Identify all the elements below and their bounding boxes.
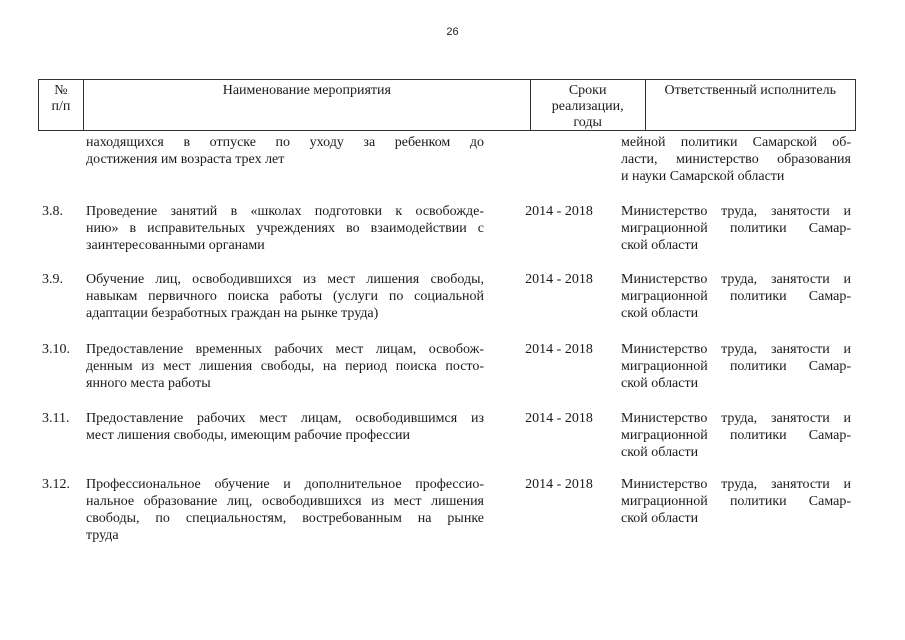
row-executor — [621, 410, 851, 461]
header-term-line-1: Сроки — [568, 83, 607, 98]
row-executor-line: миграционной политики Самар- — [621, 289, 851, 304]
row-executor-line: Министерство труда, занятости и — [621, 272, 851, 287]
continuation-executor-line: ласти, министерство образования — [621, 152, 851, 167]
row-name-line: Проведение занятий в «школах подготовки к освобожде- — [86, 204, 484, 219]
row-name-line: заинтересованными органами — [86, 238, 265, 253]
continuation-row — [38, 134, 856, 186]
header-number-label: № — [54, 83, 68, 98]
row-name-line: Предоставление временных рабочих мест лицам, освобож- — [86, 342, 484, 357]
row-executor-line: ской области — [621, 306, 699, 321]
row-name — [86, 203, 484, 254]
row-executor-line: миграционной политики Самар- — [621, 359, 851, 374]
row-executor-line: Министерство труда, занятости и — [621, 342, 851, 357]
row-name-line: Обучение лиц, освободившихся из мест лишения свободы, — [86, 272, 484, 287]
row-name-line: мест лишения свободы, имеющим рабочие профессии — [86, 428, 411, 443]
header-executor-label: Ответственный исполнитель — [664, 83, 836, 98]
row-executor — [621, 203, 851, 254]
row-term: 2014 - 2018 — [525, 272, 593, 287]
page-number: 26 — [446, 26, 459, 38]
row-executor-line: ской области — [621, 376, 699, 391]
row-name — [86, 410, 484, 444]
row-name-line: денным из мест лишения свободы, на период поиска посто- — [86, 359, 484, 374]
header-term-column — [531, 80, 646, 130]
row-executor-line: миграционной политики Самар- — [621, 494, 851, 509]
row-name-line: адаптации безработных граждан на рынке труда) — [86, 306, 379, 321]
header-number-sub-label: п/п — [51, 99, 71, 114]
continuation-name-line: достижения им возраста трех лет — [86, 152, 285, 167]
row-name-line: Предоставление рабочих мест лицам, освободившимся из — [86, 411, 484, 426]
header-executor-column — [646, 80, 855, 130]
continuation-executor-line: и науки Самарской области — [621, 169, 785, 184]
continuation-name — [86, 134, 484, 168]
row-number: 3.9. — [42, 272, 63, 287]
header-term-line-2: реализации, — [551, 99, 624, 114]
row-name-line: янного места работы — [86, 376, 211, 391]
row-name-line: Профессиональное обучение и дополнительное профессио- — [86, 477, 484, 492]
row-executor-line: ской области — [621, 511, 699, 526]
row-name-line: нальное образование лиц, освободившихся из мест лишения — [86, 494, 484, 509]
row-number: 3.10. — [42, 342, 70, 357]
row-name — [86, 271, 484, 322]
continuation-name-line: находящихся в отпуске по уходу за ребенком до — [86, 135, 484, 150]
row-executor-line: Министерство труда, занятости и — [621, 204, 851, 219]
row-executor-line: Министерство труда, занятости и — [621, 411, 851, 426]
row-number: 3.8. — [42, 204, 63, 219]
continuation-executor — [621, 134, 851, 185]
row-executor-line: миграционной политики Самар- — [621, 221, 851, 236]
row-number: 3.11. — [42, 411, 70, 426]
row-name — [86, 476, 484, 544]
row-executor — [621, 476, 851, 527]
continuation-executor-line: мейной политики Самарской об- — [621, 135, 851, 150]
row-executor-line: миграционной политики Самар- — [621, 428, 851, 443]
row-executor-line: Министерство труда, занятости и — [621, 477, 851, 492]
row-name — [86, 341, 484, 392]
row-executor-line: ской области — [621, 238, 699, 253]
row-number: 3.12. — [42, 477, 70, 492]
row-executor — [621, 271, 851, 322]
row-name-line: нию» в исправительных учреждениях во взаимодействии с — [86, 221, 484, 236]
row-term: 2014 - 2018 — [525, 204, 593, 219]
header-name-label: Наименование мероприятия — [222, 83, 391, 98]
table-header — [38, 79, 856, 131]
row-name-line: труда — [86, 528, 119, 543]
row-term: 2014 - 2018 — [525, 477, 593, 492]
row-term: 2014 - 2018 — [525, 342, 593, 357]
row-name-line: свободы, по специальностям, востребованным на рынке — [86, 511, 484, 526]
header-name-column — [84, 80, 531, 130]
row-name-line: навыкам первичного поиска работы (услуги по социальной — [86, 289, 484, 304]
header-number-column — [39, 80, 84, 130]
header-term-line-3: годы — [573, 115, 602, 130]
row-executor — [621, 341, 851, 392]
row-term: 2014 - 2018 — [525, 411, 593, 426]
row-executor-line: ской области — [621, 445, 699, 460]
